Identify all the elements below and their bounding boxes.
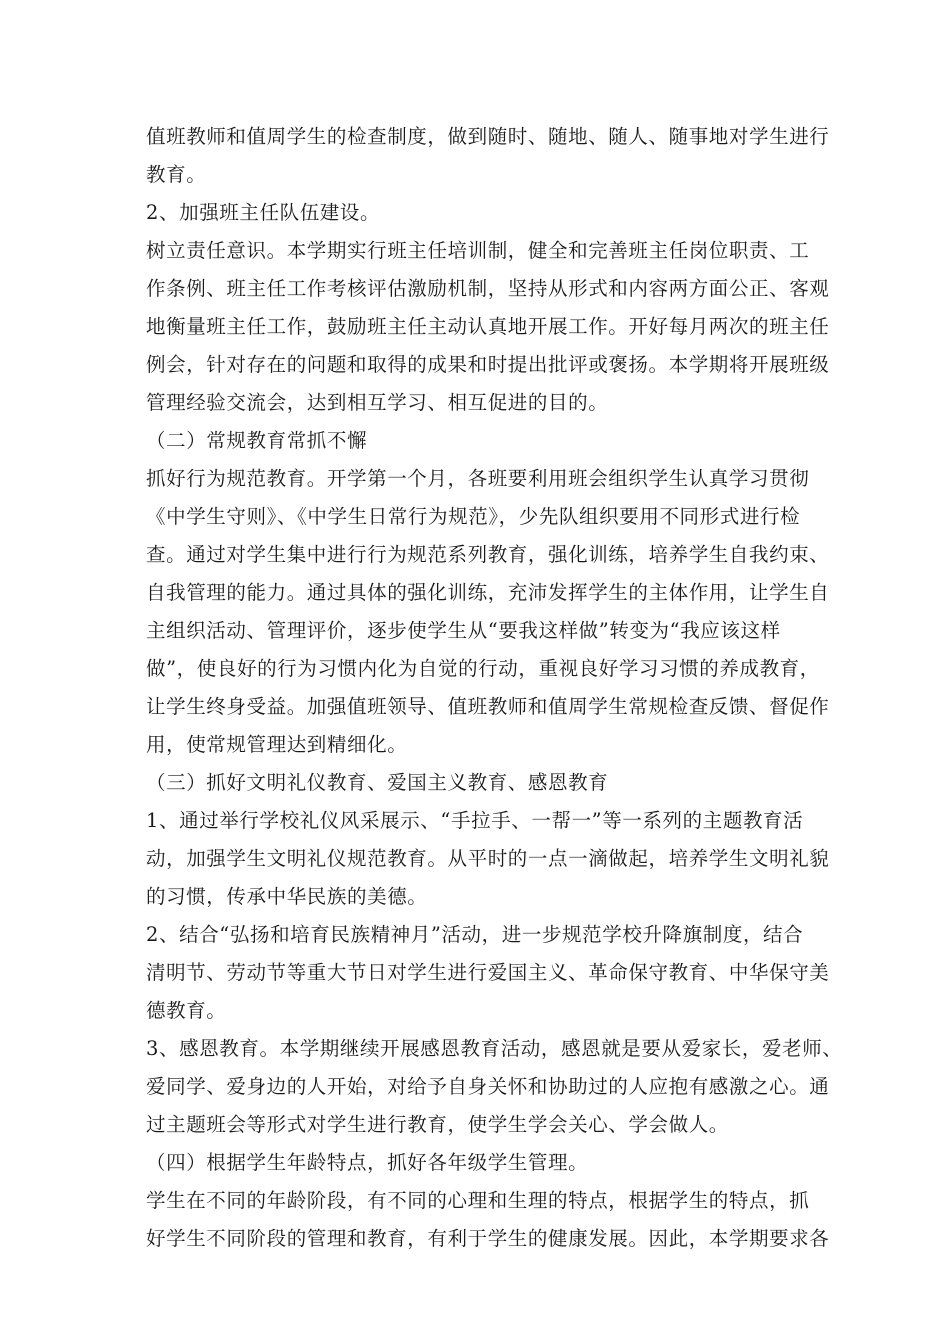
body-text-line: 做”，使良好的行为习惯内化为自觉的行动，重视良好学习习惯的养成教育，	[146, 657, 820, 680]
body-text-line: 爱同学、爱身边的人开始，对给予自身关怀和协助过的人应抱有感激之心。通	[146, 1075, 830, 1098]
body-text-line: 让学生终身受益。加强值班领导、值班教师和值周学生常规检查反馈、督促作	[146, 695, 830, 718]
body-text-line: 值班教师和值周学生的检查制度，做到随时、随地、随人、随事地对学生进行	[146, 125, 830, 148]
section-heading: （三）抓好文明礼仪教育、爱国主义教育、感恩教育	[146, 771, 609, 794]
body-text-line: 的习惯，传承中华民族的美德。	[146, 885, 428, 908]
body-text-line: 管理经验交流会，达到相互学习、相互促进的目的。	[146, 391, 609, 414]
body-text-line: 抓好行为规范教育。开学第一个月，各班要利用班会组织学生认真学习贯彻	[146, 467, 810, 490]
body-text-line: 例会，针对存在的问题和取得的成果和时提出批评或褒扬。本学期将开展班级	[146, 353, 830, 376]
body-text-line: 《中学生守则》、《中学生日常行为规范》，少先队组织要用不同形式进行检	[146, 505, 801, 528]
body-text-line: 主组织活动、管理评价，逐步使学生从“要我这样做”转变为“我应该这样	[146, 619, 781, 642]
body-text-line: 用，使常规管理达到精细化。	[146, 733, 408, 756]
body-text-line: 动，加强学生文明礼仪规范教育。从平时的一点一滴做起，培养学生文明礼貌	[146, 847, 830, 870]
body-text-line: 作条例、班主任工作考核评估激励机制，坚持从形式和内容两方面公正、客观	[146, 277, 830, 300]
body-text-line: 教育。	[146, 163, 207, 186]
section-subheading: 2、加强班主任队伍建设。	[146, 201, 381, 224]
body-text-line: 2、结合“弘扬和培育民族精神月”活动，进一步规范学校升降旗制度，结合	[146, 923, 804, 946]
section-heading: （二）常规教育常抓不懈	[146, 429, 368, 452]
section-heading: （四）根据学生年龄特点，抓好各年级学生管理。	[146, 1151, 589, 1174]
body-text-line: 1、通过举行学校礼仪风采展示、“手拉手、一帮一”等一系列的主题教育活	[146, 809, 804, 832]
body-text-line: 自我管理的能力。通过具体的强化训练，充沛发挥学生的主体作用，让学生自	[146, 581, 830, 604]
body-text-line: 学生在不同的年龄阶段，有不同的心理和生理的特点，根据学生的特点，抓	[146, 1189, 810, 1212]
body-text-line: 德教育。	[146, 999, 227, 1022]
body-text-line: 3、感恩教育。本学期继续开展感恩教育活动，感恩就是要从爱家长，爱老师、	[146, 1037, 843, 1060]
body-text-line: 好学生不同阶段的管理和教育，有利于学生的健康发展。因此，本学期要求各	[146, 1227, 830, 1250]
body-text-line: 树立责任意识。本学期实行班主任培训制，健全和完善班主任岗位职责、工	[146, 239, 810, 262]
body-text-line: 地衡量班主任工作，鼓励班主任主动认真地开展工作。开好每月两次的班主任	[146, 315, 830, 338]
body-text-line: 过主题班会等形式对学生进行教育，使学生学会关心、学会做人。	[146, 1113, 729, 1136]
body-text-line: 查。通过对学生集中进行行为规范系列教育，强化训练，培养学生自我约束、	[146, 543, 830, 566]
body-text-line: 清明节、劳动节等重大节日对学生进行爱国主义、革命保守教育、中华保守美	[146, 961, 830, 984]
